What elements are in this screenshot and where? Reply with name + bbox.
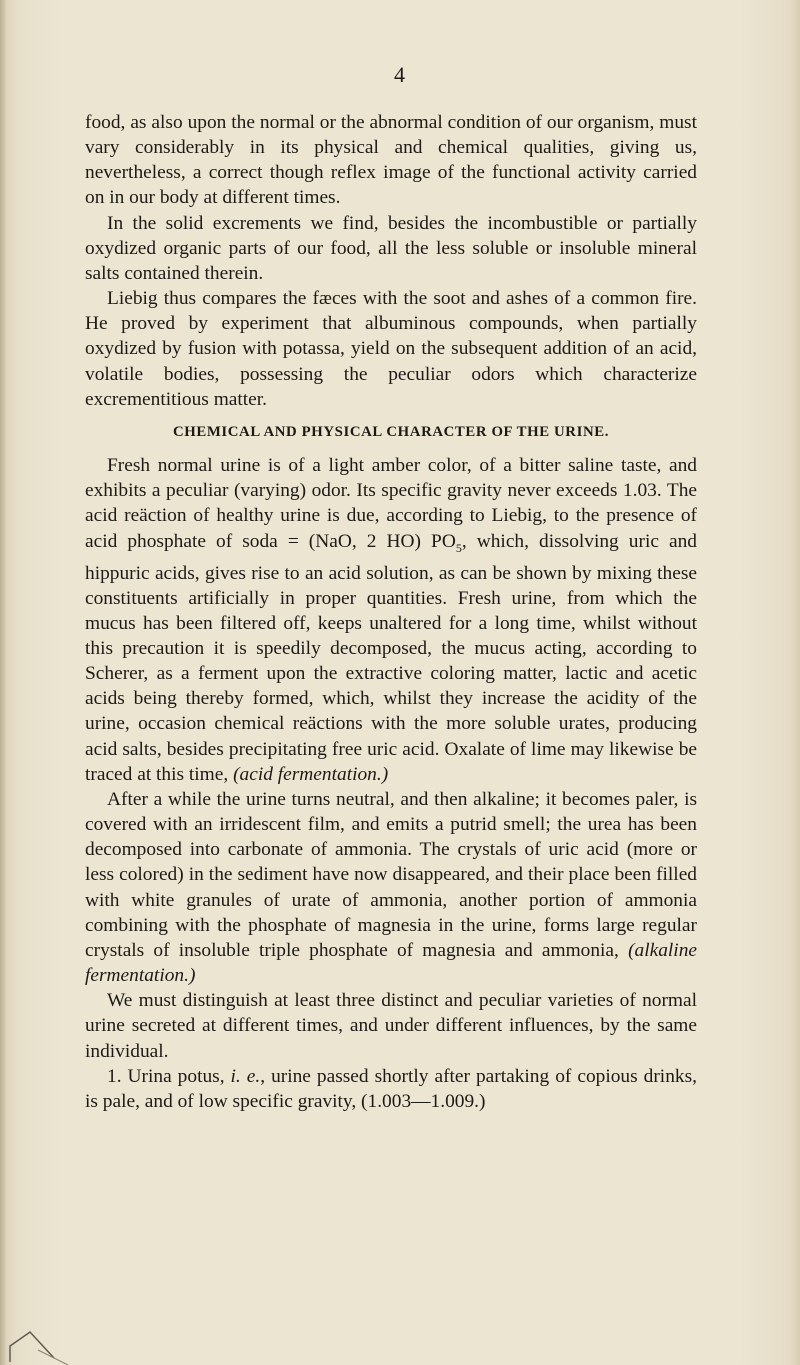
paragraph-liebig: Liebig thus compares the fæces with the soot and ashes of a common fire. He proved by experiment that albuminous compounds, when partially oxydized by fusion with potassa, yield on the subsequent addition of an acid, volatile bodies, possessing the peculiar odors which characterize excrementitious matter.	[85, 288, 697, 410]
paragraph-urina-potus	[85, 1064, 697, 1114]
body-text	[85, 110, 697, 1114]
urina-potus-b: , urine passed shortly after partaking of copious drinks, is pale, and of low specific gravity, (1.003—1.009.)	[85, 1065, 697, 1112]
section-heading: CHEMICAL AND PHYSICAL CHARACTER OF THE URINE.	[172, 423, 610, 440]
fresh-urine-text-a: Fresh normal urine is of a light amber color, of a bitter saline taste, and exhibits a peculiar (varying) odor. Its specific gravity never exceeds 1.03. The acid reäction of healthy urine is due, according to Liebig, to the presence of acid phosphate of soda = (NaO, 2 HO) PO	[85, 455, 697, 552]
page-corner-mark	[8, 1320, 98, 1365]
acid-fermentation: (acid fermentation.)	[233, 763, 389, 785]
page-edge-shadow	[0, 0, 6, 1365]
formula-subscript: 5	[455, 540, 462, 555]
alkaline-fermentation: (alkaline fermentation.)	[85, 939, 697, 987]
paragraph-food: food, as also upon the normal or the abnormal condition of our organism, must vary considerably in its physical and chemical qualities, giving us, nevertheless, a correct though reflex image of the functional activity carried on in our body at different times.	[85, 112, 697, 209]
paragraph-alkaline	[85, 787, 697, 988]
fresh-urine-text-b: , which, dissolving uric and hippuric acids, gives rise to an acid solution, as can be shown by mixing these constituents artificially in proper quantities. Fresh urine, from which the mucus has been filtered off, keeps unaltered for a long time, whilst without this precaution it is speedily decomposed, the mucus acting, according to Scherer, as a ferment upon the extractive coloring matter, lactic and acetic acids being thereby formed, which, whilst they increase the acidity of the urine, occasion chemical reäctions with the more soluble urates, producing acid salts, besides precipitating free uric acid. Oxalate of lime may likewise be traced at this time,	[85, 530, 697, 785]
alkaline-text: After a while the urine turns neutral, and then alkaline; it becomes paler, is covered with an irridescent film, and emits a putrid smell; the urea has been decomposed into carbonate of ammonia. The crystals of uric acid (more or less colored) in the sediment have now disappeared, and their place been filled with white granules of urate of ammonia, another portion of ammonia combining with the phosphate of magnesia in the urine, forms large regular crystals of insoluble triple phosphate of magnesia and ammonia,	[85, 788, 697, 961]
paragraph-solid-excrements: In the solid excrements we find, besides the incombustible or partially oxydized organic parts of our food, all the less soluble or insoluble mineral salts contained therein.	[85, 212, 697, 284]
urina-potus-a: 1. Urina potus,	[107, 1065, 231, 1087]
page-number: 4	[394, 62, 406, 87]
urina-potus-ie: i. e.	[230, 1065, 261, 1087]
paragraph-fresh-urine	[85, 453, 697, 787]
paragraph-varieties: We must distinguish at least three distinct and peculiar varieties of normal urine secreted at different times, and under different influences, by the same individual.	[85, 990, 697, 1062]
